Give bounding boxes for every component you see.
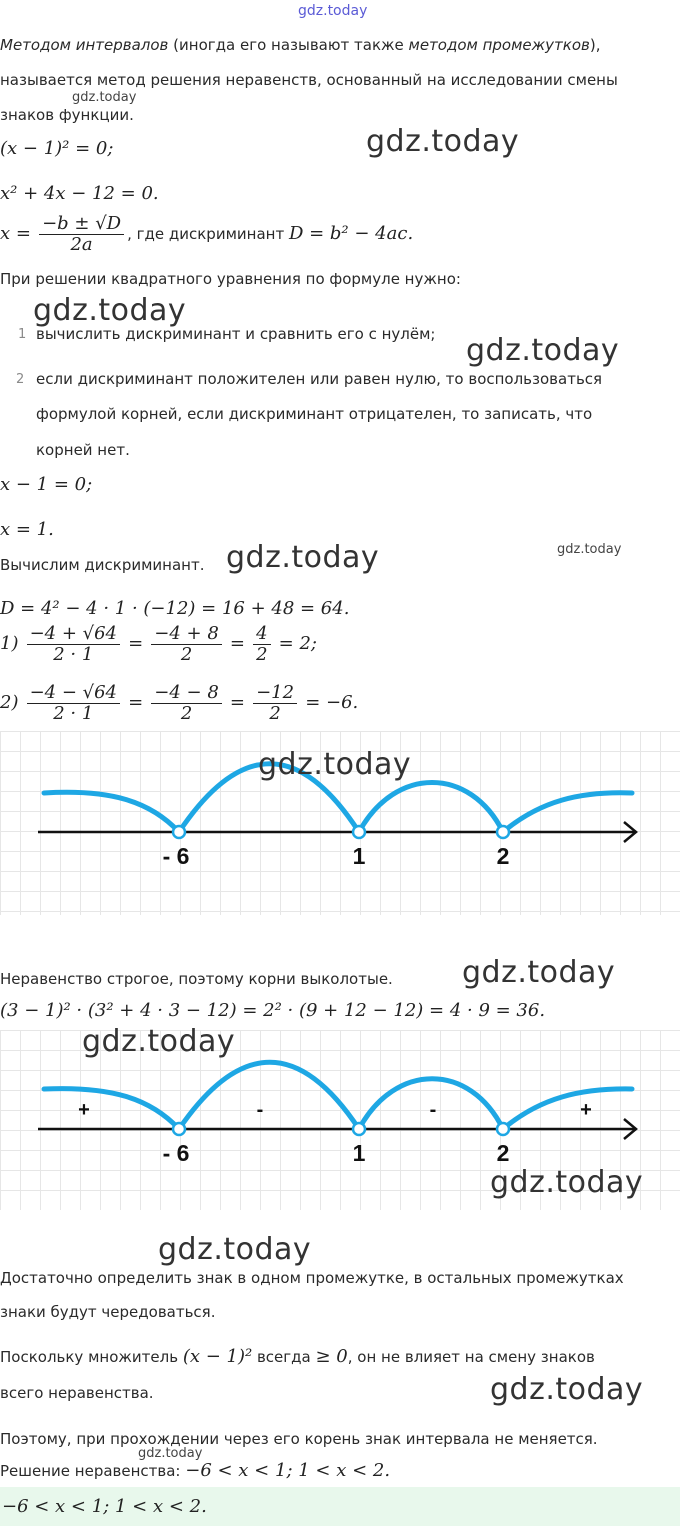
formula-denominator: 2a [70,234,93,255]
list-number-1: 1 [18,327,27,342]
denominator: 2 [269,703,281,724]
sign-label: - [429,1099,437,1121]
equals: = [229,692,245,713]
watermark-big: gdz.today [366,124,520,159]
intro-end: ), [589,36,601,54]
open-point [497,1123,509,1135]
interval-arc [503,1089,632,1129]
no-change-note: Поэтому, при прохождении через его корень знак интервала не меняется. [0,1430,598,1448]
formula-discriminant: D = b² − 4ac. [288,223,414,244]
sign-label: + [580,1099,592,1121]
root-1-fraction-a [27,624,120,665]
interval-arc [503,793,632,832]
open-point [497,826,509,838]
root-2-fraction-c [253,683,297,724]
factor-note-line-2: всего неравенства. [0,1384,154,1402]
watermark-big: gdz.today [490,1165,644,1200]
factor-note-line-1 [0,1346,595,1367]
intro-line-2: называется метод решения неравенств, основанный на исследовании смены [0,71,618,89]
interval-arc [179,1062,359,1129]
list-item-2-line-3: корней нет. [36,441,130,459]
factor-inequality: ≥ 0 [315,1346,348,1367]
point-label: 1 [352,1140,366,1166]
term-gaps: методом промежутков [408,36,590,54]
rule-intro: При решении квадратного уравнения по формуле нужно: [0,270,461,288]
root-calc-1 [0,624,317,665]
numerator: −12 [253,683,297,704]
watermark-small: gdz.today [138,1446,203,1461]
watermark-big: gdz.today [158,1232,312,1267]
equation-1: (x − 1)² = 0; [0,138,114,159]
equals: = [128,633,144,654]
numerator: 4 [253,624,270,645]
interval-arc [359,783,503,833]
open-point [353,1123,365,1135]
intro-line-1 [0,36,601,54]
watermark-big: gdz.today [258,747,412,782]
answer-math: −6 < x < 1; 1 < x < 2. [2,1496,207,1517]
check-calc: (3 − 1)² · (3² + 4 · 3 − 12) = 2² · (9 + 12 − 12) = 4 · 9 = 36. [0,1000,546,1021]
point-label: 2 [496,843,510,869]
alternate-note-line-2: знаки будут чередоваться. [0,1303,216,1321]
formula-lhs: x = [0,223,31,244]
solution-line [0,1460,390,1481]
factor-note-pre: Поскольку множитель [0,1348,183,1366]
watermark-big: gdz.today [33,293,187,328]
root-1-result: = 2; [278,633,317,654]
watermark-big: gdz.today [490,1372,644,1407]
intro-mid: (иногда его называют также [168,36,409,54]
intro-line-3: знаков функции. [0,106,134,124]
equation-root-1: x = 1. [0,519,54,540]
numerator: −4 + 8 [151,624,222,645]
watermark-big: gdz.today [82,1024,236,1059]
root-2-fraction-b [151,683,222,724]
root-1-label: 1) [0,633,19,654]
list-item-2-line-2: формулой корней, если дискриминант отрицателен, то записать, что [36,405,593,423]
denominator: 2 · 1 [53,644,94,665]
denominator: 2 · 1 [53,703,94,724]
formula-text: , где дискриминант [127,225,289,243]
term-intervals: Методом интервалов [0,36,169,54]
equation-linear: x − 1 = 0; [0,474,93,495]
solution-math: −6 < x < 1; 1 < x < 2. [185,1460,391,1481]
open-point [173,1123,185,1135]
denominator: 2 [256,644,268,665]
list-number-2: 2 [16,372,25,387]
interval-arc [44,1089,179,1129]
point-label: - 6 [162,843,190,869]
denominator: 2 [180,703,193,724]
list-item-2-line-1: если дискриминант положителен или равен нулю, то воспользоваться [36,370,603,388]
compute-discriminant: Вычислим дискриминант. [0,556,205,574]
interval-arc [44,792,179,832]
answer-box [0,1487,680,1526]
point-label: - 6 [162,1140,190,1166]
sign-label: - [256,1099,264,1121]
solution-label: Решение неравенства: [0,1462,186,1480]
root-calc-2 [0,683,358,731]
watermark-top: gdz.today [298,3,368,19]
root-1-fraction-c [253,624,270,665]
factor-note-mid: всегда [252,1348,316,1366]
root-1-fraction-b [151,624,222,665]
numerator: −4 − 8 [151,683,222,704]
strict-note: Неравенство строгое, поэтому корни выколотые. [0,970,393,988]
equals: = [229,633,245,654]
denominator: 2 [180,644,193,665]
watermark-small: gdz.today [72,90,137,105]
equation-2: x² + 4x − 12 = 0. [0,183,159,204]
watermark-big: gdz.today [226,540,380,575]
formula-fraction [39,214,124,255]
formula-numerator: −b ± √D [39,214,124,235]
discriminant-calc: D = 4² − 4 · 1 · (−12) = 16 + 48 = 64. [0,598,350,619]
equals: = [128,692,144,713]
sign-label: + [78,1099,90,1121]
point-label: 2 [496,1140,510,1166]
root-2-label: 2) [0,692,19,713]
formula-roots [0,214,413,260]
numerator: −4 − √64 [27,683,120,704]
open-point [173,826,185,838]
list-item-1: вычислить дискриминант и сравнить его с нулём; [36,325,436,343]
watermark-small: gdz.today [557,542,622,557]
point-label: 1 [352,843,366,869]
watermark-big: gdz.today [466,333,620,368]
open-point [353,826,365,838]
root-2-fraction-a [27,683,120,724]
factor-math: (x − 1)² [182,1346,253,1367]
factor-note-post: , он не влияет на смену знаков [347,1348,595,1366]
root-2-result: = −6. [305,692,359,713]
numerator: −4 + √64 [27,624,120,645]
alternate-note-line-1: Достаточно определить знак в одном промежутке, в остальных промежутках [0,1269,624,1287]
watermark-big: gdz.today [462,955,616,990]
